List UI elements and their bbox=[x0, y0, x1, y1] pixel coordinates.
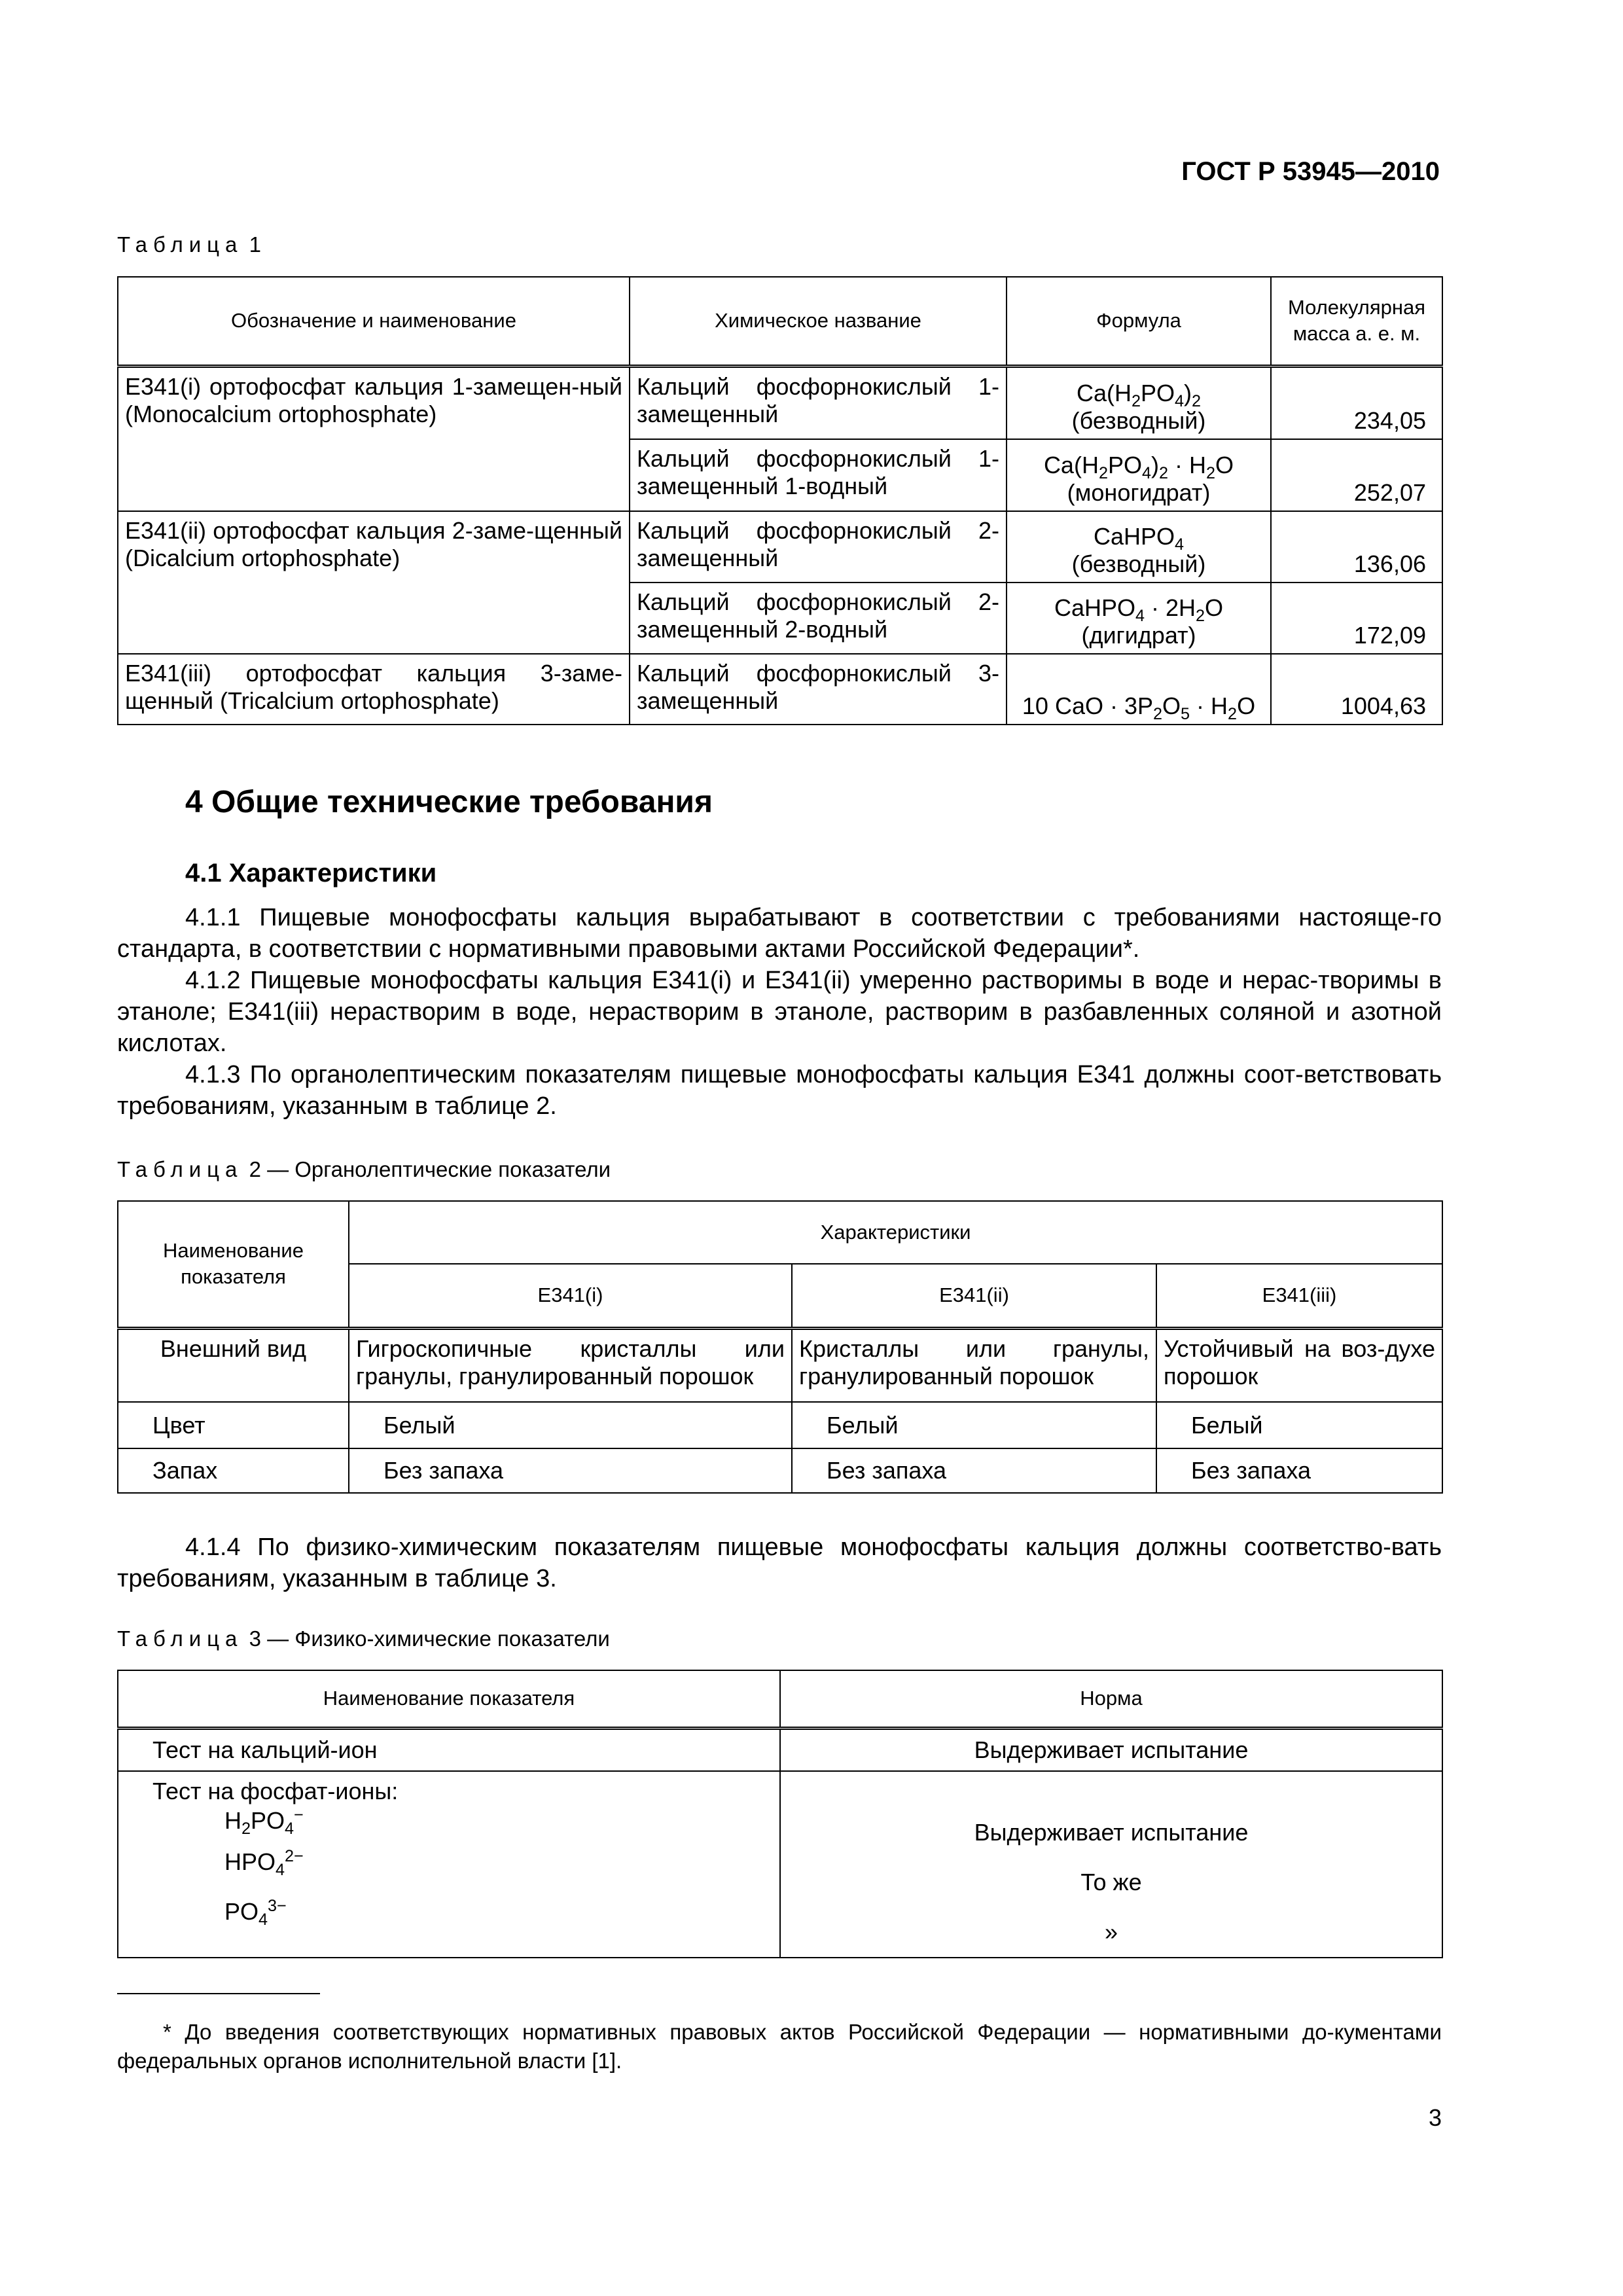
footnote: * До введения соответствующих нормативных правовых актов Российской Федерации — нормативными до-кументами федеральных органов исполнительной власти [1]. bbox=[117, 2020, 1442, 2073]
table1-chemical-name: Кальций фосфорнокислый 1-замещенный bbox=[630, 366, 1007, 439]
table3 bbox=[117, 1670, 1443, 1958]
table2-header-name: Наименование показателя bbox=[118, 1201, 349, 1328]
table1-chemical-name: Кальций фосфорнокислый 2-замещенный 2-водный bbox=[630, 583, 1007, 654]
formula-expression: CaHPO$_4$ bbox=[1093, 523, 1185, 554]
table1-formula bbox=[1007, 366, 1271, 439]
table1-header-mass: Молекулярная масса а. е. м. bbox=[1271, 277, 1442, 366]
table1-formula bbox=[1007, 439, 1271, 511]
table2-row-name: Запах bbox=[118, 1448, 349, 1493]
paragraph-4-1-3: 4.1.3 По органолептическим показателям пищевые монофосфаты кальция Е341 должны соот-ветствовать требованиям, указанным в таблице 2. bbox=[117, 1061, 1442, 1120]
table2-cell: Без запаха bbox=[1156, 1448, 1442, 1493]
formula-note: (безводный) bbox=[1071, 550, 1206, 577]
table1-header-formula: Формула bbox=[1007, 277, 1271, 366]
table1-formula bbox=[1007, 654, 1271, 725]
table2-caption bbox=[117, 1157, 611, 1182]
table1-designation-e341i: Е341(i) ортофосфат кальция 1-замещен-ный (Monocalcium ortophosphate) bbox=[118, 366, 630, 511]
table1-chemical-name: Кальций фосфорнокислый 1-замещенный 1-водный bbox=[630, 439, 1007, 511]
table3-phosphate-values bbox=[780, 1771, 1442, 1958]
table2-cell: Кристаллы или гранулы, гранулированный порошок bbox=[792, 1328, 1156, 1402]
subsection-title: 4.1 Характеристики bbox=[185, 859, 437, 888]
table2-subheader-e341i: Е341(i) bbox=[349, 1264, 792, 1328]
ion-hydrogen-phosphate: $HPO_4^{2-}$ bbox=[224, 1847, 304, 1880]
table1-header-chemical: Химическое название bbox=[630, 277, 1007, 366]
table1-mass: 234,05 bbox=[1271, 366, 1442, 439]
table3-cell: » bbox=[1104, 1918, 1118, 1945]
table2-cell: Белый bbox=[349, 1402, 792, 1448]
ion-dihydrogen-phosphate: $H_2PO_4^-$ bbox=[224, 1806, 304, 1839]
table1-mass: 252,07 bbox=[1271, 439, 1442, 511]
table2-cell: Белый bbox=[1156, 1402, 1442, 1448]
paragraph-4-1-2: 4.1.2 Пищевые монофосфаты кальция Е341(i) и Е341(ii) умеренно растворимы в воде и нерас-творимы в этаноле; Е341(iii) нерастворим в воде, нерастворим в этаноле, растворим в разбавленных соляной и азотной кислотах. bbox=[117, 967, 1442, 1057]
table2-subheader-e341iii: Е341(iii) bbox=[1156, 1264, 1442, 1328]
table3-header-name: Наименование показателя bbox=[118, 1670, 780, 1728]
table2-cell: Белый bbox=[792, 1402, 1156, 1448]
table2-caption-word: Таблица bbox=[117, 1157, 243, 1181]
table2-row-name: Внешний вид bbox=[118, 1328, 349, 1402]
table1-mass: 172,09 bbox=[1271, 583, 1442, 654]
paragraph-4-1-1: 4.1.1 Пищевые монофосфаты кальция вырабатывают в соответствии с требованиями настояще-го стандарта, в соответствии с нормативными правовыми актами Российской Федерации*. bbox=[117, 904, 1442, 963]
table3-caption bbox=[117, 1626, 610, 1651]
formula-note: (безводный) bbox=[1071, 407, 1206, 434]
table1-header-designation: Обозначение и наименование bbox=[118, 277, 630, 366]
table3-cell: То же bbox=[1080, 1869, 1142, 1895]
table1 bbox=[117, 276, 1443, 725]
page-number: 3 bbox=[1428, 2104, 1442, 2131]
ion-phosphate: $PO_4^{3-}$ bbox=[224, 1897, 287, 1929]
table1-caption bbox=[117, 232, 261, 257]
formula-expression: CaHPO$_4$ · $2H_2O$ bbox=[1054, 594, 1224, 626]
table2-row-name: Цвет bbox=[118, 1402, 349, 1448]
table2-cell: Без запаха bbox=[349, 1448, 792, 1493]
table3-cell: Выдерживает испытание bbox=[974, 1819, 1249, 1846]
formula-note: (дигидрат) bbox=[1081, 622, 1196, 649]
document-header: ГОСТ Р 53945—2010 bbox=[1181, 157, 1440, 186]
table2-header-characteristics: Характеристики bbox=[349, 1201, 1442, 1264]
table2-cell: Без запаха bbox=[792, 1448, 1156, 1493]
table1-chemical-name: Кальций фосфорнокислый 2-замещенный bbox=[630, 511, 1007, 583]
table3-caption-title: 3 — Физико-химические показатели bbox=[249, 1626, 610, 1651]
table1-caption-word: Таблица bbox=[117, 232, 243, 257]
table1-designation-e341ii: Е341(ii) ортофосфат кальция 2-заме-щенный (Dicalcium ortophosphate) bbox=[118, 511, 630, 654]
section-title: 4 Общие технические требования bbox=[185, 785, 713, 819]
paragraph-4-1-4: 4.1.4 По физико-химическим показателям пищевые монофосфаты кальция должны соответство-вать требованиям, указанным в таблице 3. bbox=[117, 1534, 1442, 1592]
table3-row-name: Тест на фосфат-ионы: bbox=[152, 1778, 399, 1804]
table2-cell: Гигроскопичные кристаллы или гранулы, гранулированный порошок bbox=[349, 1328, 792, 1402]
table3-phosphate-cell bbox=[118, 1771, 780, 1958]
table1-mass: 1004,63 bbox=[1271, 654, 1442, 725]
table1-caption-number: 1 bbox=[249, 232, 261, 257]
table1-formula bbox=[1007, 511, 1271, 583]
table1-mass: 136,06 bbox=[1271, 511, 1442, 583]
formula-expression: $Ca(H_2PO_4)_2$ bbox=[1076, 380, 1202, 411]
formula-note: (моногидрат) bbox=[1067, 479, 1211, 506]
formula-expression: 10 CaO · $3P_2O_5 \cdot H_2O$ bbox=[1022, 692, 1256, 724]
table3-row-name: Тест на кальций-ион bbox=[118, 1728, 780, 1771]
table1-formula bbox=[1007, 583, 1271, 654]
table3-header-norm: Норма bbox=[780, 1670, 1442, 1728]
table2-caption-title: 2 — Органолептические показатели bbox=[249, 1157, 611, 1181]
table3-cell: Выдерживает испытание bbox=[780, 1728, 1442, 1771]
footnote-divider bbox=[117, 1993, 320, 1994]
table1-chemical-name: Кальций фосфорнокислый 3-замещенный bbox=[630, 654, 1007, 725]
table3-caption-word: Таблица bbox=[117, 1626, 243, 1651]
formula-expression: $Ca(H_2PO_4)_2 \cdot H_2O$ bbox=[1043, 452, 1234, 483]
table1-designation-e341iii: Е341(iii) ортофосфат кальция 3-заме-щенный (Tricalcium ortophosphate) bbox=[118, 654, 630, 725]
table2-cell: Устойчивый на воз-духе порошок bbox=[1156, 1328, 1442, 1402]
table2-subheader-e341ii: Е341(ii) bbox=[792, 1264, 1156, 1328]
table2 bbox=[117, 1200, 1443, 1494]
